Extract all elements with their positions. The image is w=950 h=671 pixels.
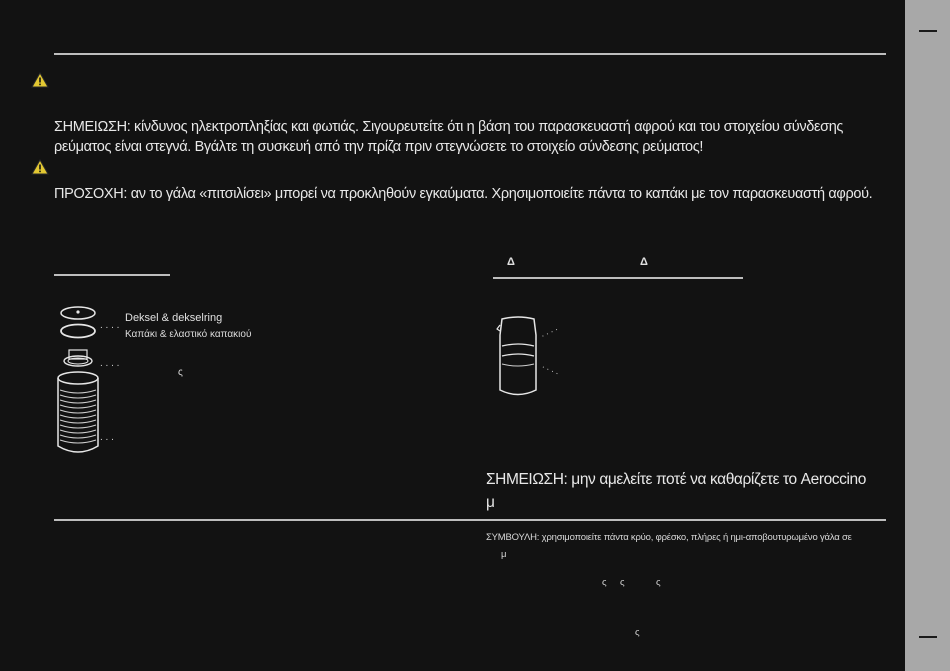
lid-label-greek: Καπάκι & ελαστικό καπακιού: [125, 329, 252, 340]
caution-note: ΠΡΟΣΟΧΗ: αν το γάλα «πιτσιλίσει» μπορεί να προκληθούν εγκαύματα. Χρησιμοποιείτε πάντα το καπάκι με τον παρασκευαστή αφρού.: [54, 186, 873, 202]
warning-icon: [31, 72, 49, 88]
svg-text:. . . .: . . . .: [100, 358, 120, 369]
tip-line2: μ: [501, 549, 507, 560]
parts-heading-rule: [54, 274, 170, 276]
never-forget-cleaning-note: ΣΗΜΕΙΩΣΗ: μην αμελείτε ποτέ να καθαρίζετε το Aeroccino: [486, 471, 866, 488]
side-tab-mark-bottom: [919, 636, 937, 638]
parts-label-fragment: ς: [178, 367, 183, 378]
fragment-4: ς: [635, 627, 640, 638]
svg-text:. . . .: . . . .: [541, 359, 562, 377]
warning-icon: [31, 159, 49, 175]
milk-jug-level-illustration: [496, 315, 576, 400]
electric-warning-line1: ΣΗΜΕΙΩΣΗ: κίνδυνος ηλεκτροπληξίας και φωτιάς. Σιγουρευτείτε ότι η βάση του παρασκευαστή αφρού και του στοιχείου σύνδεσης: [54, 119, 844, 135]
svg-text:. . . .: . . . .: [538, 322, 559, 339]
svg-text:. . . .: . . . .: [100, 320, 120, 331]
electric-warning-line2: ρεύματος είναι στεγνά. Βγάλτε τη συσκευή από την πρίζα πριν στεγνώσετε το στοιχείο σύνδεσης ρεύματος!: [54, 139, 704, 155]
tip-line1: ΣΥΜΒΟΥΛΗ: χρησιμοποιείτε πάντα κρύο, φρέσκο, πλήρες ή ημι-αποβουτυρωμένο γάλα σε: [486, 532, 852, 543]
right-heading-rule: [493, 277, 743, 279]
fragment-1: ς: [602, 577, 607, 588]
top-divider: [54, 53, 886, 55]
svg-text:. . .: . . .: [100, 432, 114, 443]
milk-frother-parts-illustration: [54, 300, 134, 460]
never-forget-cleaning-note-line2: μ: [486, 494, 495, 511]
lid-label-dutch: Deksel & dekselring: [125, 312, 223, 324]
bottom-divider: [54, 519, 886, 521]
right-heading-b: Δ: [640, 256, 648, 268]
side-tab-mark-top: [919, 30, 937, 32]
fragment-2: ς: [620, 577, 625, 588]
right-heading-a: Δ: [507, 256, 515, 268]
fragment-3: ς: [656, 577, 661, 588]
page-side-tab: [905, 0, 950, 671]
